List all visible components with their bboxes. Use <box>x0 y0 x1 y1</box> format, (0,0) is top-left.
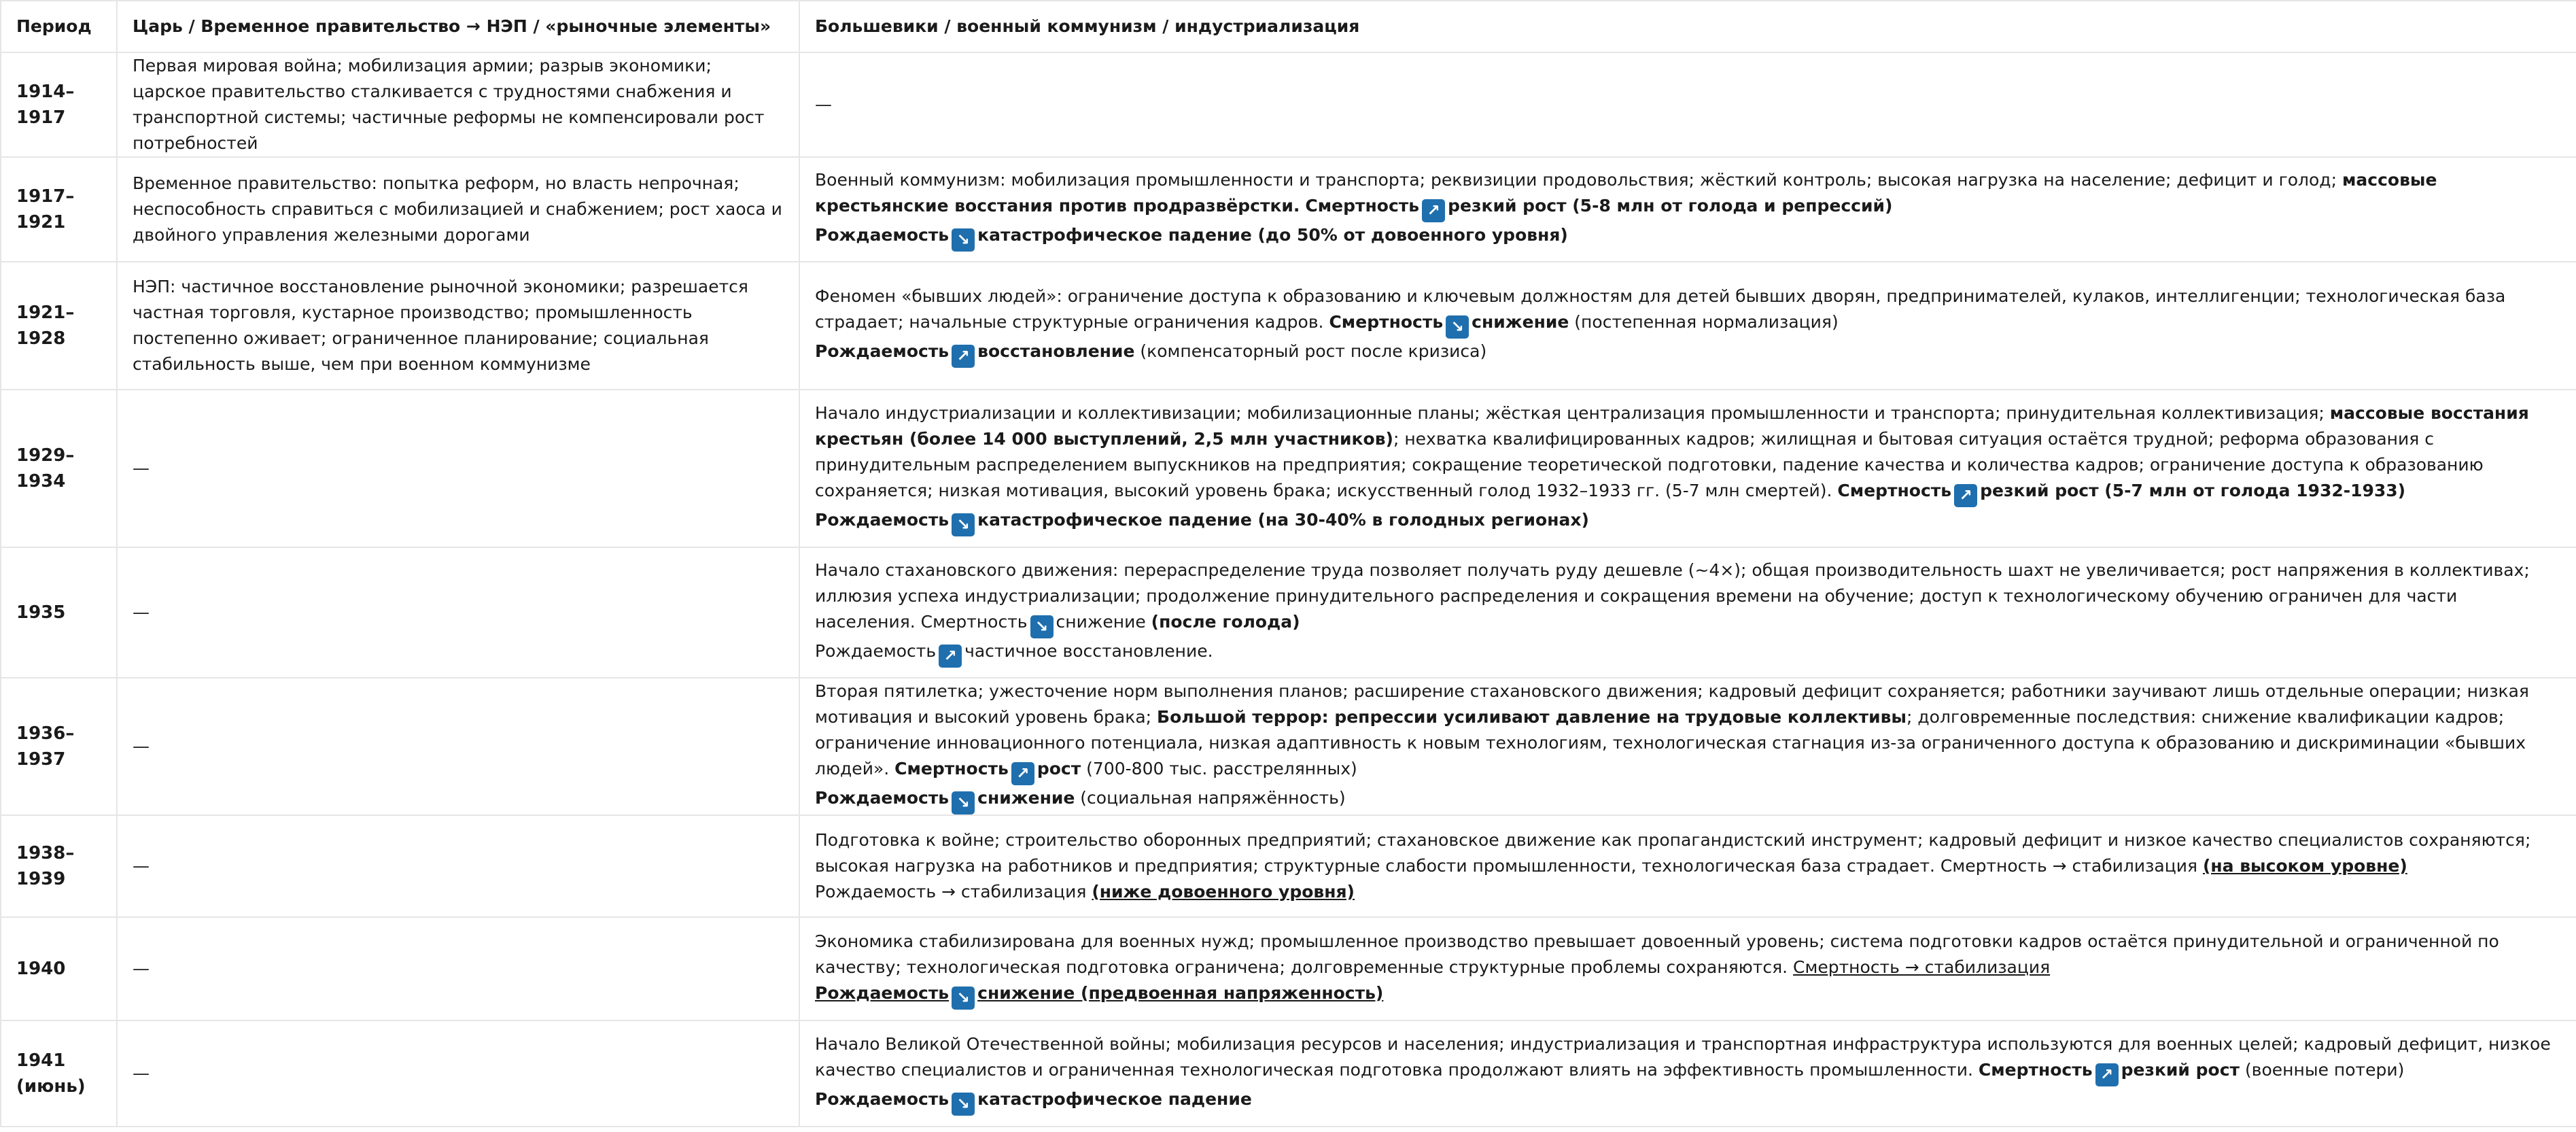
market-cell: — <box>117 547 799 678</box>
text-segment: Рождаемость <box>815 1089 950 1109</box>
bolshevik-cell <box>799 262 2576 390</box>
bolshevik-cell <box>799 1020 2576 1127</box>
text-segment: частичное восстановление. <box>964 641 1213 661</box>
text-segment: Смертность <box>1305 196 1420 216</box>
bolshevik-cell <box>799 917 2576 1020</box>
trend-up-icon: ↗ <box>939 645 962 668</box>
text-segment: снижение <box>977 788 1075 808</box>
cell-line <box>815 284 2561 339</box>
text-segment: Смертность <box>1837 481 1952 500</box>
trend-down-icon: ↘ <box>1030 615 1054 638</box>
cell-line <box>815 879 2561 905</box>
table-row <box>1 157 2576 262</box>
text-segment: снижение <box>1056 612 1151 632</box>
text-segment: резкий рост (5-7 млн от голода 1932-1933) <box>1980 481 2406 500</box>
text-segment: Рождаемость <box>815 510 950 530</box>
table-header-row <box>1 1 2576 52</box>
market-cell: Временное правительство: попытка реформ, но власть непрочная; неспособность справиться с мобилизацией и снабжением; рост хаоса и двойного управления железными дорогами <box>117 157 799 262</box>
market-cell: Первая мировая война; мобилизация армии; разрыв экономики; царское правительство сталкивается с трудностями снабжения и транспортной системы; частичные реформы не компенсировали рост потребностей <box>117 52 799 157</box>
period-cell: 1917–1921 <box>1 157 117 262</box>
market-cell: — <box>117 815 799 917</box>
table-row <box>1 547 2576 678</box>
trend-up-icon: ↗ <box>1954 484 1977 507</box>
cell-line <box>815 400 2561 507</box>
text-segment: (после голода) <box>1151 612 1300 632</box>
text-segment: (постепенная нормализация) <box>1569 312 1839 332</box>
text-segment: (военные потери) <box>2240 1060 2405 1080</box>
text-segment: Рождаемость <box>815 641 937 661</box>
market-cell: — <box>117 390 799 547</box>
table-row <box>1 52 2576 157</box>
text-segment: резкий рост <box>2121 1060 2240 1080</box>
table-row <box>1 390 2576 547</box>
period-cell: 1940 <box>1 917 117 1020</box>
text-segment: катастрофическое падение (на 30-40% в голодных регионах) <box>977 510 1589 530</box>
cell-line <box>815 558 2561 638</box>
header-market: Царь / Временное правительство → НЭП / «рыночные элементы» <box>117 1 799 52</box>
cell-line <box>815 339 2561 368</box>
text-segment: Начало стахановского движения: перераспределение труда позволяет получать руду дешевле (~4×); общая производительность шахт не увеличивается; рост напряжения в коллективах; иллюзия успеха индустриализации; продолжение принудительного распределения и сокращения времени на обучение; доступ к технологическому обучению ограничен для части населения. Смертность <box>815 560 2530 632</box>
bolshevik-cell <box>799 52 2576 157</box>
period-cell: 1914–1917 <box>1 52 117 157</box>
cell-line <box>815 638 2561 668</box>
text-segment: (700-800 тыс. расстрелянных) <box>1081 759 1357 778</box>
cell-line <box>815 222 2561 252</box>
period-cell: 1938–1939 <box>1 815 117 917</box>
text-segment: массовые крестьянские восстания против продразвёрстки. <box>815 170 2437 216</box>
table-row <box>1 815 2576 917</box>
text-segment: снижение <box>1472 312 1569 332</box>
text-segment: Рождаемость <box>815 788 950 808</box>
period-cell: 1941 (июнь) <box>1 1020 117 1127</box>
text-segment: Смертность <box>1978 1060 2093 1080</box>
text-segment: Смертность <box>1329 312 1444 332</box>
trend-up-icon: ↗ <box>1422 199 1445 222</box>
trend-down-icon: ↘ <box>952 791 975 814</box>
table-row <box>1 678 2576 815</box>
text-segment: (ниже довоенного уровня) <box>1092 882 1355 902</box>
text-segment: (компенсаторный рост после кризиса) <box>1134 341 1487 361</box>
text-segment: резкий рост (5-8 млн от голода и репрессий) <box>1448 196 1893 216</box>
trend-down-icon: ↘ <box>952 513 975 536</box>
cell-line <box>815 92 2561 118</box>
cell-line <box>815 679 2561 785</box>
cell-line <box>815 827 2561 879</box>
trend-up-icon: ↗ <box>2095 1063 2119 1086</box>
period-cell: 1935 <box>1 547 117 678</box>
text-segment: массовые восстания крестьян (более 14 000 выступлений, 2,5 млн участников) <box>815 403 2529 449</box>
text-segment: Рождаемость <box>815 341 950 361</box>
text-segment: Смертность <box>894 759 1009 778</box>
text-segment: снижение (предвоенная напряженность) <box>977 982 1384 1003</box>
trend-up-icon: ↗ <box>952 345 975 368</box>
text-segment: — <box>815 95 832 114</box>
text-segment: Смертность → стабилизация <box>1793 957 2051 977</box>
table-row <box>1 917 2576 1020</box>
text-segment: (на высоком уровне) <box>2202 856 2407 876</box>
text-segment: Феномен «бывших людей»: ограничение доступа к образованию и ключевым должностям для детей бывших дворян, предпринимателей, кулаков, интеллигенции; технологическая база страдает; начальные структурные ограничения кадров. <box>815 286 2506 332</box>
text-segment: ; долговременные последствия: снижение квалификации кадров; ограничение инновационного потенциала, низкая адаптивность к новым технологиям, технологическая стагнация из-за ограниченного доступа к образованию и дискриминации «бывших людей». <box>815 707 2526 778</box>
text-segment: катастрофическое падение <box>977 1089 1252 1109</box>
trend-down-icon: ↘ <box>952 228 975 252</box>
text-segment: Большой террор: репрессии усиливают давление на трудовые коллективы <box>1157 707 1907 727</box>
text-segment: рост <box>1037 759 1081 778</box>
text-segment: Начало индустриализации и коллективизации; мобилизационные планы; жёсткая централизация промышленности и транспорта; принудительная коллективизация; <box>815 403 2330 423</box>
table-row <box>1 1020 2576 1127</box>
cell-line <box>815 785 2561 814</box>
text-segment: Начало Великой Отечественной войны; мобилизация ресурсов и населения; индустриализация и транспортная инфраструктура используются для военных целей; кадровый дефицит, низкое качество специалистов и ограниченная технологическая подготовка продолжают влиять на эффективность промышленности. <box>815 1034 2551 1080</box>
market-cell: — <box>117 917 799 1020</box>
text-segment: Рождаемость → стабилизация <box>815 882 1092 902</box>
text-segment: Рождаемость <box>815 982 950 1003</box>
cell-line <box>815 507 2561 536</box>
text-segment: ; нехватка квалифицированных кадров; жилищная и бытовая ситуация остаётся трудной; реформа образования с принудительным распределением выпускников на предприятия; сокращение теоретической подготовки, падение качества и количества кадров; ограничение доступа к образованию сохраняется; низкая мотивация, высокий уровень брака; искусственный голод 1932–1933 гг. (5-7 млн смертей). <box>815 429 2484 500</box>
text-segment: Военный коммунизм: мобилизация промышленности и транспорта; реквизиции продовольствия; жёсткий контроль; высокая нагрузка на население; дефицит и голод; <box>815 170 2342 190</box>
bolshevik-cell <box>799 390 2576 547</box>
bolshevik-cell <box>799 678 2576 815</box>
period-cell: 1921–1928 <box>1 262 117 390</box>
text-segment: Экономика стабилизирована для военных нужд; промышленное производство превышает довоенный уровень; система подготовки кадров остаётся принудительной и ограниченной по качеству; технологическая подготовка ограничена; долговременные структурные проблемы сохраняются. <box>815 931 2499 977</box>
cell-line <box>815 929 2561 980</box>
bolshevik-cell <box>799 157 2576 262</box>
table-row <box>1 262 2576 390</box>
cell-line <box>815 980 2561 1010</box>
bolshevik-cell <box>799 815 2576 917</box>
trend-down-icon: ↘ <box>1446 315 1469 339</box>
market-cell: НЭП: частичное восстановление рыночной экономики; разрешается частная торговля, кустарное производство; промышленность постепенно оживает; ограниченное планирование; социальная стабильность выше, чем при военном коммунизме <box>117 262 799 390</box>
header-bolshevik: Большевики / военный коммунизм / индустриализация <box>799 1 2576 52</box>
cell-line <box>815 1031 2561 1086</box>
period-cell: 1929–1934 <box>1 390 117 547</box>
period-cell: 1936–1937 <box>1 678 117 815</box>
trend-down-icon: ↘ <box>952 987 975 1010</box>
cell-line <box>815 1086 2561 1116</box>
market-cell: — <box>117 678 799 815</box>
cell-line <box>815 167 2561 222</box>
header-period: Период <box>1 1 117 52</box>
bolshevik-cell <box>799 547 2576 678</box>
trend-up-icon: ↗ <box>1011 762 1034 785</box>
text-segment: Подготовка к войне; строительство оборонных предприятий; стахановское движение как пропагандистский инструмент; кадровый дефицит и низкое качество специалистов сохраняются; высокая нагрузка на работников и предприятия; структурные слабости промышленности, технологическая база страдает. Смертность → стабилизация <box>815 830 2531 876</box>
text-segment: Вторая пятилетка; ужесточение норм выполнения планов; расширение стахановского движения; кадровый дефицит сохраняется; работники заучивают лишь отдельные операции; низкая мотивация и высокий уровень брака; <box>815 681 2529 727</box>
market-cell: — <box>117 1020 799 1127</box>
trend-down-icon: ↘ <box>952 1093 975 1116</box>
text-segment: (социальная напряжённость) <box>1075 788 1346 808</box>
text-segment: катастрофическое падение (до 50% от довоенного уровня) <box>977 225 1568 245</box>
text-segment: Рождаемость <box>815 225 950 245</box>
text-segment: восстановление <box>977 341 1135 361</box>
